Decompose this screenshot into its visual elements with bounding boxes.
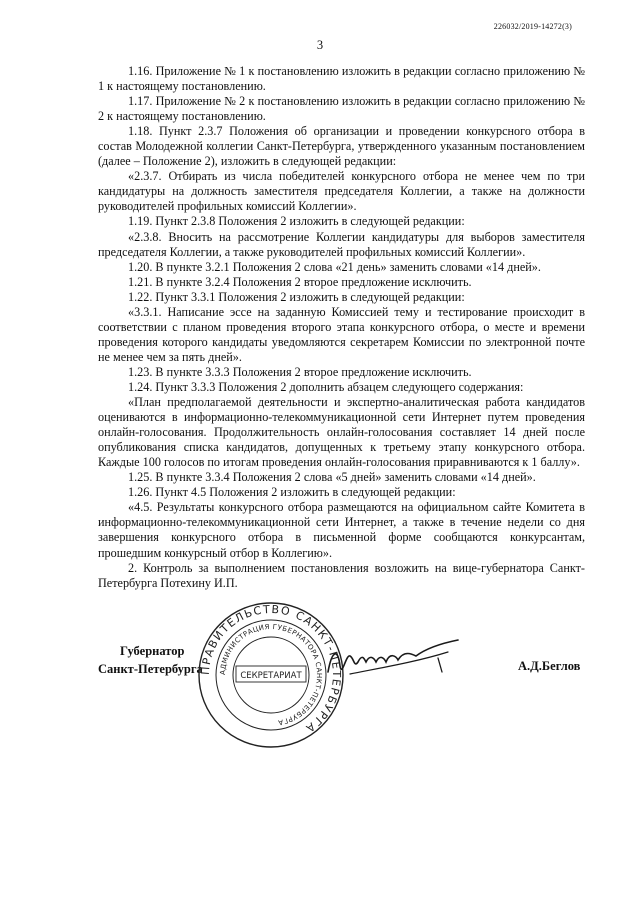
paragraph: «4.5. Результаты конкурсного отбора размещаются на официальном сайте Комитета в информационно-телекоммуникационной сети Интернет, а также в течение недели со дня завершения конкурсного отбора в письменной форме сообщаются конкурсантам, прошедшим конкурсный отбор в Коллегию». bbox=[98, 500, 585, 560]
signatory-title-line: Санкт-Петербурга bbox=[98, 662, 203, 676]
signatory-name: А.Д.Беглов bbox=[518, 659, 581, 673]
paragraph: 1.25. В пункте 3.3.4 Положения 2 слова «5 дней» заменить словами «14 дней». bbox=[128, 470, 536, 485]
paragraph: 1.18. Пункт 2.3.7 Положения об организации и проведении конкурсного отбора в состав Молодежной коллегии Санкт-Петербурга, утвержденного указанным постановлением (далее – Положение 2), изложить в следующей редакции: bbox=[98, 124, 585, 169]
paragraph: 1.26. Пункт 4.5 Положения 2 изложить в следующей редакции: bbox=[128, 485, 456, 500]
seal-outer-text: ПРАВИТЕЛЬСТВО САНКТ-ПЕТЕРБУРГА bbox=[198, 602, 344, 736]
signatory-title-line: Губернатор bbox=[120, 644, 185, 658]
paragraph: 1.20. В пункте 3.2.1 Положения 2 слова «21 день» заменить словами «14 дней». bbox=[128, 259, 541, 274]
paragraph: 1.21. В пункте 3.2.4 Положения 2 второе предложение исключить. bbox=[128, 274, 472, 289]
page-number: 3 bbox=[316, 38, 324, 52]
seal-inner-text: АДМИНИСТРАЦИЯ ГУБЕРНАТОРА САНКТ-ПЕТЕРБУРГА bbox=[218, 622, 324, 727]
paragraph: «3.3.1. Написание эссе на заданную Комиссией тему и тестирование происходит в соответствии с планом проведения второго этапа конкурсного отбора, о месте и времени проведения которого кандидаты уведомляются секретарем Комиссии по электронной почте не менее чем за пять дней». bbox=[98, 304, 585, 364]
paragraph: «План предполагаемой деятельности и экспертно-аналитическая работа кандидатов оцениваются в информационно-телекоммуникационной сети Интернет путем проведения онлайн-голосования. Продолжительность онлайн-голосования составляет 14 дней после опубликования списка кандидатов, допущенных к третьему этапу конкурсного отбора. Каждые 100 голосов по итогам проведения онлайн-голосования приравниваются к 1 баллу». bbox=[98, 395, 585, 470]
document-body bbox=[98, 64, 585, 591]
paragraph: «2.3.7. Отбирать из числа победителей конкурсного отбора не менее чем по три кандидатуры на должность заместителя председателя Коллегии, а также на должности руководителей профильных комиссий Коллегии». bbox=[98, 169, 585, 214]
paragraph: 1.23. В пункте 3.3.3 Положения 2 второе предложение исключить. bbox=[128, 364, 472, 379]
paragraph: 1.22. Пункт 3.3.1 Положения 2 изложить в следующей редакции: bbox=[128, 289, 465, 304]
document-registration-number: 226032/2019-14272(3) bbox=[493, 22, 572, 31]
paragraph: 1.19. Пункт 2.3.8 Положения 2 изложить в следующей редакции: bbox=[128, 214, 465, 229]
handwritten-signature bbox=[320, 632, 470, 692]
seal-center-text: СЕКРЕТАРИАТ bbox=[240, 671, 302, 681]
paragraph: 1.17. Приложение № 2 к постановлению изложить в редакции согласно приложению № 2 к настоящему постановлению. bbox=[98, 94, 585, 124]
paragraph: 1.24. Пункт 3.3.3 Положения 2 дополнить абзацем следующего содержания: bbox=[128, 379, 524, 394]
paragraph: 2. Контроль за выполнением постановления возложить на вице-губернатора Санкт-Петербурга Потехину И.П. bbox=[98, 560, 585, 590]
paragraph: 1.16. Приложение № 1 к постановлению изложить в редакции согласно приложению № 1 к настоящему постановлению. bbox=[98, 64, 585, 94]
paragraph: «2.3.8. Вносить на рассмотрение Коллегии кандидатуры для выборов заместителя председателя Коллегии, а также руководителей профильных комиссий Коллегии». bbox=[98, 229, 585, 259]
signatory-title bbox=[98, 642, 203, 678]
